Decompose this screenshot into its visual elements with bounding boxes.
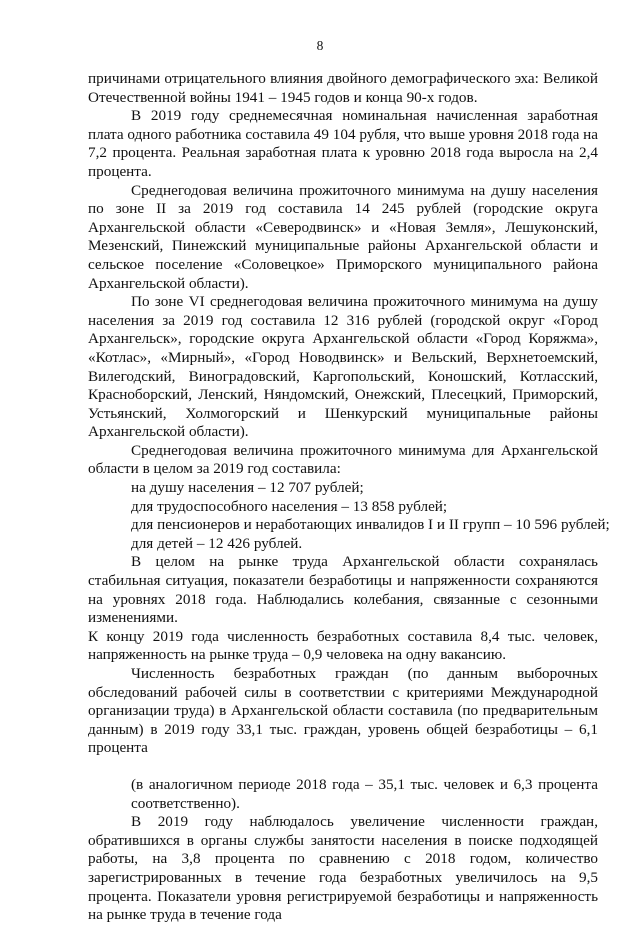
blank-gap — [88, 758, 598, 776]
page-number: 8 — [316, 38, 324, 53]
list-item: для трудоспособного населения – 13 858 рублей; — [131, 497, 448, 515]
paragraph-wages: В 2019 году среднемесячная номинальная начисленная заработная плата одного работника составила 49 104 рубля, что выше уровня 2018 года на 7,2 процента. Реальная заработная плата к уровню 2018 года выросла на 2,4 процента. — [88, 107, 598, 180]
list-item: для пенсионеров и неработающих инвалидов I и II групп – 10 596 рублей; — [131, 516, 610, 534]
paragraph-2018-comparison: (в аналогичном периоде 2018 года – 35,1 тыс. человек и 6,3 процента соответственно). — [131, 775, 598, 812]
paragraph-labor-market: В целом на рынке труда Архангельской области сохранялась стабильная ситуация, показатели безработицы и напряженности сохраняются на уровнях 2018 года. Наблюдались колебания, связанные с сезонными изменениями. — [88, 553, 598, 627]
list-item: на душу населения – 12 707 рублей; — [131, 479, 364, 497]
document-body — [88, 70, 610, 925]
paragraph-subsistence-region: Среднегодовая величина прожиточного минимума для Архангельской области в целом за 2019 год составила: — [88, 441, 598, 478]
paragraph-unemployed-count: К концу 2019 года численность безработных составила 8,4 тыс. человек, напряженность на рынке труда – 0,9 человека на одну вакансию. — [88, 627, 598, 664]
paragraph-subsistence-zone-2: Среднегодовая величина прожиточного минимума на душу населения по зоне II за 2019 год составила 14 245 рублей (городские округа Архангельской области «Северодвинск» и «Новая Земля», Лешуконский, Мезенский, Пинежский муниципальные районы Архангельской области и сельское поселение «Соловецкое» Приморского муниципального района Архангельской области). — [88, 181, 598, 292]
paragraph-demographic-echo: причинами отрицательного влияния двойного демографического эха: Великой Отечественной войны 1941 – 1945 годов и конца 90-х годов. — [88, 70, 598, 106]
paragraph-ilo-unemployment: Численность безработных граждан (по данным выборочных обследований рабочей силы в соответствии с критериями Международной организации труда) в Архангельской области составила (по предварительным данным) в 2019 году 33,1 тыс. граждан, уровень общей безработицы – 6,1 процента — [88, 665, 598, 757]
list-item: для детей – 12 426 рублей. — [131, 534, 303, 552]
paragraph-subsistence-zone-6: По зоне VI среднегодовая величина прожиточного минимума на душу населения за 2019 год составила 12 316 рублей (городской округ «Город Архангельск», городские округа Архангельской области «Город Коряжма», «Котлас», «Мирный», «Город Новодвинск» и Вельский, Верхнетоемский, Вилегодский, Виноградовский, Каргопольский, Коношский, Котласский, Красноборский, Ленский, Няндомский, Онежский, Плесецкий, Приморский, Устьянский, Холмогорский и Шенкурский муниципальные районы Архангельской области). — [88, 293, 598, 441]
paragraph-employment-service: В 2019 году наблюдалось увеличение численности граждан, обратившихся в органы службы занятости населения в поиске подходящей работы, на 3,8 процента по сравнению с 2018 годом, количество зарегистрированных в течение года безработных увеличилось на 9,5 процента. Показатели уровня регистрируемой безработицы и напряженность на рынке труда в течение года — [88, 813, 598, 924]
